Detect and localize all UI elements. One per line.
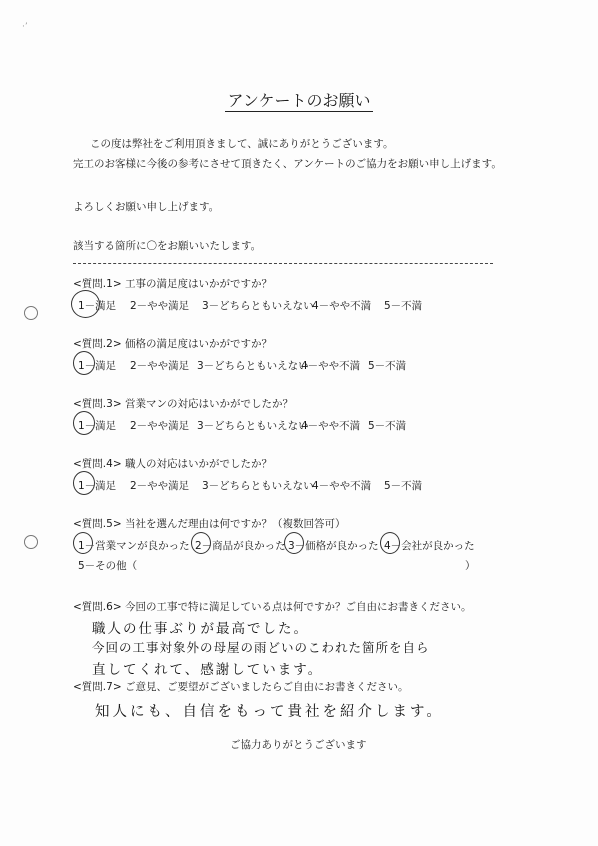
q1-answer-circle [71, 290, 100, 318]
q4-option-4[interactable]: 4－やや不満 [312, 480, 372, 492]
q2-option-2[interactable]: 2－やや満足 [130, 360, 190, 372]
q3-option-3[interactable]: 3－どちらともいえない [197, 420, 309, 432]
intro-line-1: この度は弊社をご利用頂きまして、誠にありがとうございます。 [90, 138, 394, 150]
q1-option-3[interactable]: 3－どちらともいえない [202, 300, 314, 312]
q1-option-5[interactable]: 5－不満 [384, 300, 423, 312]
q5-option-other[interactable]: 5－その他（ [78, 560, 138, 572]
q3-option-5[interactable]: 5－不満 [368, 420, 407, 432]
q4-option-2[interactable]: 2－やや満足 [130, 480, 190, 492]
intro-line-3: よろしくお願い申し上げます。 [73, 201, 220, 213]
q6-handwritten-answer-3: 直してくれて、感謝しています。 [92, 662, 324, 678]
scan-speck: ·ʼ [22, 22, 28, 32]
q7-handwritten-answer: 知人にも、自信をもって貴社を紹介します。 [95, 704, 444, 720]
q5-option-4[interactable]: 4－会社が良かった [384, 540, 475, 552]
q6-label: <質問.6> 今回の工事で特に満足している点は何ですか？ご自由にお書きください。 [73, 601, 472, 613]
q1-option-4[interactable]: 4－やや不満 [312, 300, 372, 312]
q5-answer-circle-3 [284, 532, 304, 554]
q3-option-2[interactable]: 2－やや満足 [130, 420, 190, 432]
footer-thanks: ご協力ありがとうございます [230, 739, 367, 751]
q5-answer-circle-4 [380, 532, 400, 554]
q5-other-close: ） [465, 560, 476, 572]
punch-hole-top [24, 306, 38, 320]
punch-hole-bottom [24, 535, 38, 549]
q2-option-1[interactable]: 1－満足 [78, 360, 117, 372]
q1-option-1[interactable]: 1－満足 [78, 300, 117, 312]
q6-handwritten-answer-2: 今回の工事対象外の母屋の雨どいのこわれた箇所を自ら [92, 640, 430, 655]
q4-option-3[interactable]: 3－どちらともいえない [202, 480, 314, 492]
q3-label: <質問.3> 営業マンの対応はいかがでしたか？ [73, 398, 293, 410]
q3-option-4[interactable]: 4－やや不満 [301, 420, 361, 432]
q2-option-4[interactable]: 4－やや不満 [301, 360, 361, 372]
q5-answer-circle-2 [191, 532, 211, 554]
q4-option-5[interactable]: 5－不満 [384, 480, 423, 492]
q2-option-3[interactable]: 3－どちらともいえない [197, 360, 309, 372]
q5-option-2[interactable]: 2－商品が良かった [195, 540, 286, 552]
intro-line-2: 完工のお客様に今後の参考にさせて頂きたく、アンケートのご協力をお願い申し上げます。 [73, 158, 502, 170]
q6-handwritten-answer-1: 職人の仕事ぶりが最高でした。 [92, 621, 309, 637]
q4-label: <質問.4> 職人の対応はいかがでしたか？ [73, 458, 272, 470]
q4-option-1[interactable]: 1－満足 [78, 480, 117, 492]
q2-label: <質問.2> 価格の満足度はいかがですか？ [73, 338, 272, 350]
q5-answer-circle-1 [73, 532, 93, 554]
q1-option-2[interactable]: 2－やや満足 [130, 300, 190, 312]
q5-label: <質問.5> 当社を選んだ理由は何ですか？（複数回答可） [73, 518, 346, 530]
q5-option-3[interactable]: 3－価格が良かった [288, 540, 379, 552]
q7-label: <質問.7> ご意見、ご要望がございましたらご自由にお書きください。 [73, 681, 409, 693]
page-title: アンケートのお願い [227, 91, 371, 110]
q3-option-1[interactable]: 1－満足 [78, 420, 117, 432]
q3-answer-circle [73, 411, 95, 435]
q4-answer-circle [73, 471, 95, 495]
q2-answer-circle [73, 351, 95, 375]
q5-option-1[interactable]: 1－営業マンが良かった [78, 540, 190, 552]
dashed-divider [73, 263, 493, 264]
q1-label: <質問.1> 工事の満足度はいかがですか？ [73, 278, 272, 290]
q2-option-5[interactable]: 5－不満 [368, 360, 407, 372]
intro-line-4: 該当する箇所に〇をお願いいたします。 [73, 240, 262, 252]
